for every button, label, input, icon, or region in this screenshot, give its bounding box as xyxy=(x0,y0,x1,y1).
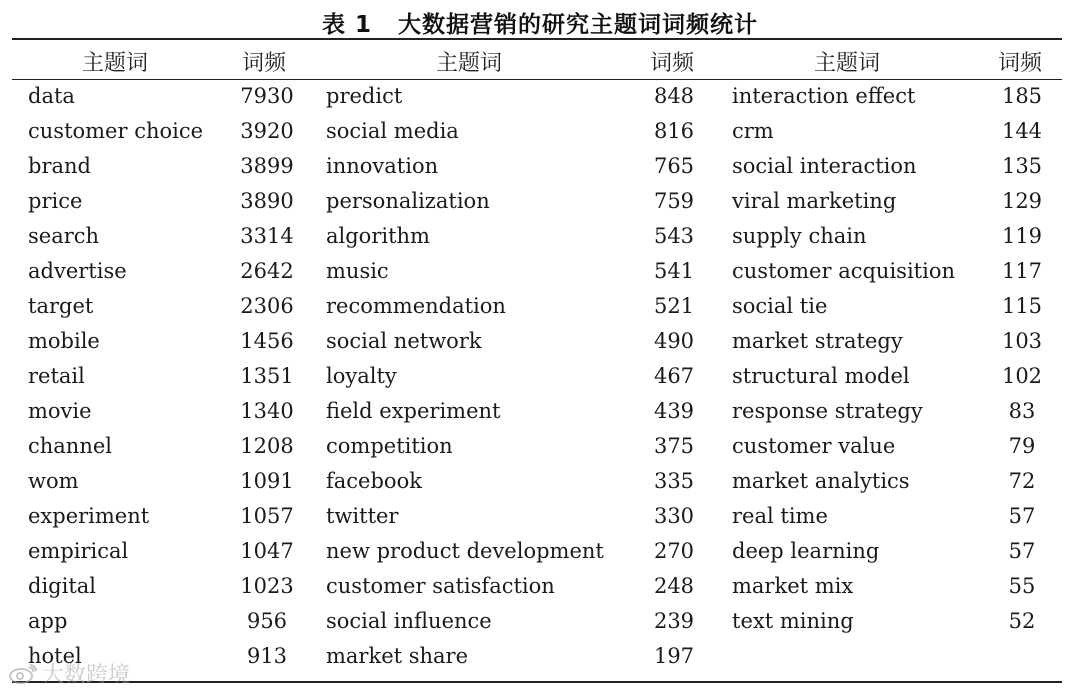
freq-cell: 83 xyxy=(1008,399,1036,423)
freq-cell: 1023 xyxy=(240,574,294,598)
freq-cell: 1047 xyxy=(240,539,294,563)
header-term-1: 主题词 xyxy=(82,51,149,76)
freq-cell: 248 xyxy=(653,574,695,598)
freq-cell: 439 xyxy=(653,399,695,423)
freq-cell: 467 xyxy=(653,364,695,388)
freq-cell: 1057 xyxy=(240,504,294,528)
term-cell: real time xyxy=(732,504,828,528)
freq-cell: 79 xyxy=(1008,434,1036,458)
term-cell: customer satisfaction xyxy=(326,574,555,598)
term-cell: market mix xyxy=(732,574,854,598)
term-cell: digital xyxy=(28,574,96,598)
term-cell: market share xyxy=(326,644,469,668)
freq-cell: 119 xyxy=(1001,224,1043,248)
freq-cell: 375 xyxy=(653,434,695,458)
term-cell: algorithm xyxy=(326,224,430,248)
freq-cell: 239 xyxy=(653,609,695,633)
freq-cell: 72 xyxy=(1008,469,1036,493)
freq-cell: 330 xyxy=(653,504,695,528)
term-cell: empirical xyxy=(28,539,129,563)
term-cell: experiment xyxy=(28,504,150,528)
freq-cell: 1351 xyxy=(240,364,294,388)
freq-cell: 117 xyxy=(1001,259,1043,283)
term-cell: social influence xyxy=(326,609,492,633)
freq-cell: 197 xyxy=(653,644,695,668)
term-cell: social network xyxy=(326,329,482,353)
watermark-text: 大数跨境 xyxy=(42,662,131,688)
freq-cell: 2642 xyxy=(240,259,294,283)
term-cell: loyalty xyxy=(326,364,397,388)
freq-cell: 115 xyxy=(1001,294,1043,318)
term-cell: target xyxy=(28,294,94,318)
freq-cell: 52 xyxy=(1008,609,1036,633)
freq-cell: 3899 xyxy=(240,154,294,178)
term-cell: innovation xyxy=(326,154,439,178)
term-cell: text mining xyxy=(732,609,854,633)
term-cell: predict xyxy=(326,84,403,108)
freq-cell: 848 xyxy=(653,84,695,108)
freq-cell: 490 xyxy=(653,329,695,353)
term-cell: market strategy xyxy=(732,329,903,353)
freq-cell: 1091 xyxy=(240,469,294,493)
freq-cell: 956 xyxy=(246,609,288,633)
term-cell: customer acquisition xyxy=(732,259,955,283)
term-cell: social media xyxy=(326,119,459,143)
term-cell: music xyxy=(326,259,389,283)
freq-cell: 103 xyxy=(1001,329,1043,353)
term-cell: retail xyxy=(28,364,85,388)
freq-cell: 541 xyxy=(653,259,695,283)
freq-cell: 1456 xyxy=(240,329,294,353)
bottom-rule xyxy=(12,681,1062,683)
freq-cell: 270 xyxy=(653,539,695,563)
term-cell: crm xyxy=(732,119,774,143)
term-cell: field experiment xyxy=(326,399,501,423)
term-cell: social tie xyxy=(732,294,828,318)
freq-cell: 3920 xyxy=(240,119,294,143)
freq-cell: 521 xyxy=(653,294,695,318)
table-number: 表 1 xyxy=(321,12,372,38)
freq-cell: 135 xyxy=(1001,154,1043,178)
term-cell: price xyxy=(28,189,83,213)
term-cell: search xyxy=(28,224,100,248)
term-cell: facebook xyxy=(326,469,422,493)
term-cell: channel xyxy=(28,434,112,458)
freq-cell: 759 xyxy=(653,189,695,213)
term-cell: social interaction xyxy=(732,154,917,178)
freq-cell: 55 xyxy=(1008,574,1036,598)
freq-cell: 102 xyxy=(1001,364,1043,388)
watermark xyxy=(8,658,130,688)
term-cell: response strategy xyxy=(732,399,923,423)
table-title: 大数据营销的研究主题词词频统计 xyxy=(398,12,758,38)
freq-cell: 543 xyxy=(653,224,695,248)
term-cell: mobile xyxy=(28,329,100,353)
freq-cell: 57 xyxy=(1008,539,1036,563)
term-cell: movie xyxy=(28,399,92,423)
weibo-logo-icon xyxy=(8,662,38,684)
term-cell: twitter xyxy=(326,504,399,528)
freq-cell: 57 xyxy=(1008,504,1036,528)
term-cell: advertise xyxy=(28,259,127,283)
header-freq-3: 词频 xyxy=(998,51,1043,76)
term-cell: new product development xyxy=(326,539,604,563)
freq-cell: 1340 xyxy=(240,399,294,423)
term-cell: interaction effect xyxy=(732,84,916,108)
freq-cell: 129 xyxy=(1001,189,1043,213)
top-rule xyxy=(12,38,1062,40)
term-cell: deep learning xyxy=(732,539,880,563)
term-cell: wom xyxy=(28,469,79,493)
freq-cell: 913 xyxy=(246,644,288,668)
freq-cell: 335 xyxy=(653,469,695,493)
header-freq-2: 词频 xyxy=(650,51,695,76)
freq-cell: 3890 xyxy=(240,189,294,213)
header-term-2: 主题词 xyxy=(436,51,503,76)
term-cell: data xyxy=(28,84,75,108)
freq-cell: 1208 xyxy=(240,434,294,458)
term-cell: hotel xyxy=(28,644,82,668)
freq-cell: 144 xyxy=(1001,119,1043,143)
table-caption xyxy=(0,6,1080,39)
freq-cell: 765 xyxy=(653,154,695,178)
freq-cell: 7930 xyxy=(240,84,294,108)
term-cell: market analytics xyxy=(732,469,910,493)
term-cell: supply chain xyxy=(732,224,867,248)
term-cell: customer value xyxy=(732,434,896,458)
freq-cell: 3314 xyxy=(240,224,294,248)
term-cell: brand xyxy=(28,154,91,178)
term-cell: recommendation xyxy=(326,294,506,318)
term-cell: app xyxy=(28,609,68,633)
term-cell: customer choice xyxy=(28,119,204,143)
header-freq-1: 词频 xyxy=(242,51,287,76)
term-cell: viral marketing xyxy=(732,189,897,213)
freq-cell: 185 xyxy=(1001,84,1043,108)
freq-cell: 816 xyxy=(653,119,695,143)
term-cell: structural model xyxy=(732,364,910,388)
term-cell: personalization xyxy=(326,189,490,213)
freq-cell: 2306 xyxy=(240,294,294,318)
header-term-3: 主题词 xyxy=(814,51,881,76)
term-cell: competition xyxy=(326,434,453,458)
